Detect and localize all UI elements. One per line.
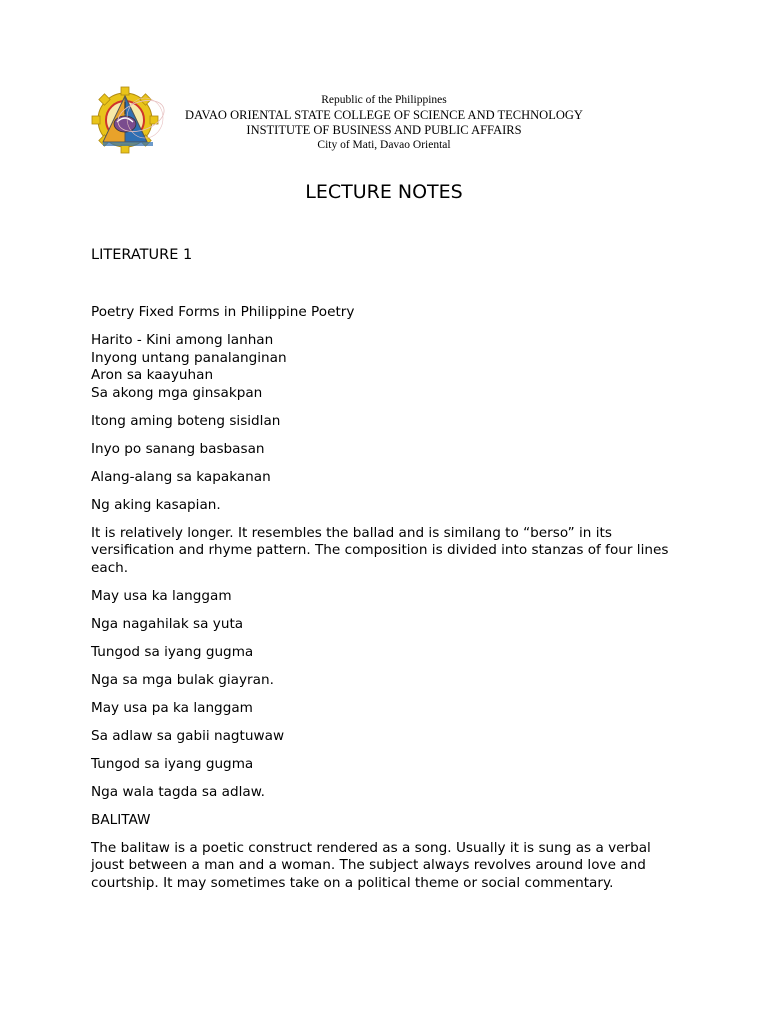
verse-line: Inyo po sanang basbasan (91, 440, 265, 457)
verse-line: Sa akong mga ginsakpan (91, 384, 263, 401)
stanza-1 (91, 332, 691, 402)
verse-line: May usa pa ka langgam (91, 699, 253, 716)
verse-line: Nga wala tagda sa adlaw. (91, 783, 265, 800)
verse-line: Aron sa kaayuhan (91, 367, 214, 383)
topic-line: Poetry Fixed Forms in Philippine Poetry (91, 304, 355, 320)
verse-line: May usa ka langgam (91, 587, 232, 604)
subject-heading: LITERATURE 1 (91, 247, 193, 263)
verse-line: Tungod sa iyang gugma (91, 755, 254, 772)
verse-line: Tungod sa iyang gugma (91, 643, 254, 660)
document-title: LECTURE NOTES (305, 181, 463, 203)
letterhead-college-name: DAVAO ORIENTAL STATE COLLEGE OF SCIENCE AND TECHNOLOGY (185, 108, 583, 122)
verse-line: Itong aming boteng sisidlan (91, 412, 281, 429)
letterhead-republic: Republic of the Philippines (321, 94, 447, 106)
document-body (91, 245, 691, 903)
balitaw-paragraph: The balitaw is a poetic construct rendered as a song. Usually it is sung as a verbal joust between a man and a woman. The subject always revolves around love and courtship. It may sometimes take on a political theme or social commentary. (91, 839, 651, 891)
verse-line: Ng aking kasapian. (91, 496, 221, 513)
verse-line: Harito - Kini among lanhan (91, 332, 274, 348)
verse-line: Nga nagahilak sa yuta (91, 615, 244, 632)
letterhead-city: City of Mati, Davao Oriental (317, 139, 451, 151)
verse-line: Alang-alang sa kapakanan (91, 468, 271, 485)
verse-line: Inyong untang panalanginan (91, 349, 287, 366)
letterhead-institute: INSTITUTE OF BUSINESS AND PUBLIC AFFAIRS (246, 123, 522, 137)
letterhead (160, 93, 608, 153)
verse-line: Nga sa mga bulak giayran. (91, 671, 274, 688)
college-seal-icon (89, 84, 169, 154)
verse-line: Sa adlaw sa gabii nagtuwaw (91, 727, 285, 744)
balitaw-heading: BALITAW (91, 811, 151, 828)
description-paragraph: It is relatively longer. It resembles the ballad and is similang to “berso” in its versification and rhyme pattern. The composition is divided into stanzas of four lines each. (91, 524, 669, 576)
